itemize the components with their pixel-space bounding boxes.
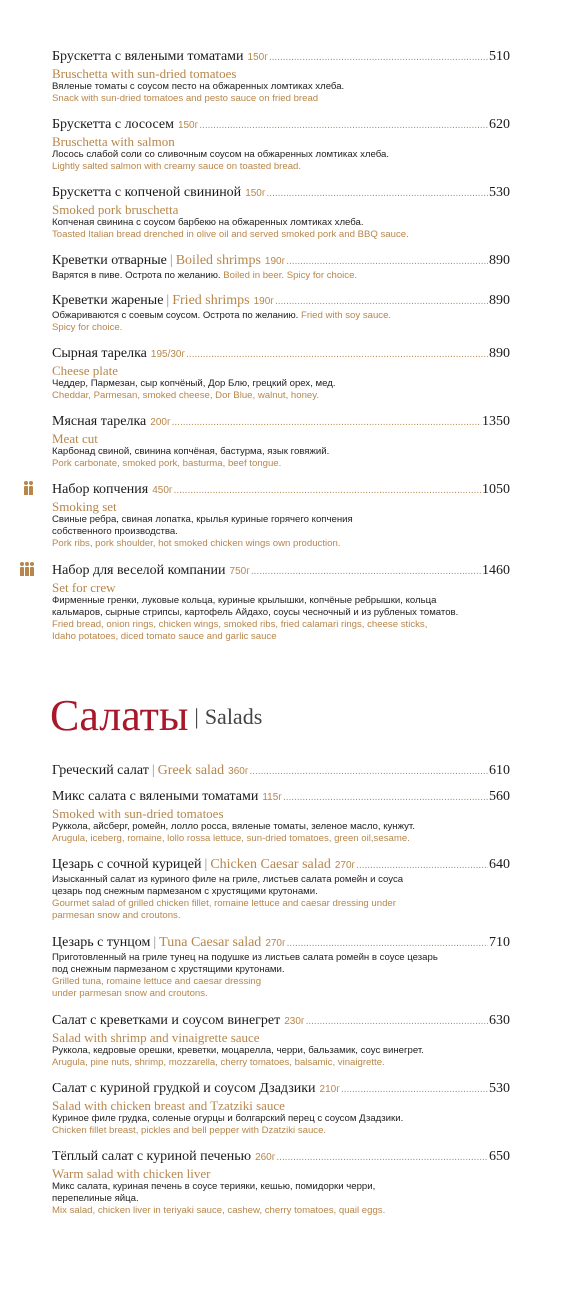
item-name: Брускетта с лососем <box>52 117 174 132</box>
item-en-title: Cheese plate <box>52 363 119 378</box>
item-desc-en: Arugula, pine nuts, shrimp, mozzarella, cherry tomatoes, balsamic, vinaigrette. <box>52 1057 385 1068</box>
item-price: 1350 <box>482 414 510 429</box>
item-desc-ru: Куриное филе грудка, соленые огурцы и болгарский перец с соусом Дзадзики. <box>52 1113 404 1124</box>
item-desc-ru: Чеддер, Пармезан, сыр копчёный, Дор Блю, грецкий орех, мед. <box>52 378 336 389</box>
item-desc-ru: Вяленые томаты с соусом песто на обжаренных ломтиках хлеба. <box>52 81 345 92</box>
item-name: Брускетта с копченой свининой <box>52 185 242 200</box>
item-price: 890 <box>489 293 510 308</box>
item-desc-en: Grilled tuna, romaine lettuce and caesar dressing <box>52 976 262 987</box>
item-weight: 260г <box>255 1152 276 1163</box>
item-price: 510 <box>489 49 510 64</box>
item-desc-en: Gourmet salad of grilled chicken fillet, romaine lettuce and caesar dressing under <box>52 898 396 909</box>
item-desc-ru: перепелиные яйца. <box>52 1193 139 1204</box>
menu-item: Цезарь с тунцом | Tuna Caesar salad 270г ..... 710 Приготовленный на гриле тунец на подушке из листьев салата ромейн в соусе цезарь под снежным пармезаном с хрустящими крутонами. Grilled tuna, romaine lettuce and caesar dressing under parmesan snow and croutons. <box>52 934 510 1000</box>
item-desc-en: Pork ribs, pork shoulder, hot smoked chicken wings own production. <box>52 538 341 549</box>
menu-item <box>52 1080 510 1137</box>
item-desc-ru: Карбонад свиной, свинина копчёная, бастурма, язык говяжий. <box>52 446 330 457</box>
menu-item: Цезарь с сочной курицей | Chicken Caesar salad 270г ..... 640 Изысканный салат из куриного филе на гриле, листьев салата ромейн и соуса цезарь под снежным пармезаном с хрустящими крутонами. Gourmet salad of grilled chicken fillet, romaine lettuce and caesar dressing under parmesan snow and croutons. <box>52 856 510 922</box>
item-weight: 150г <box>247 52 268 63</box>
menu-item <box>52 1012 510 1069</box>
item-price: 530 <box>489 185 510 200</box>
item-weight: 190г <box>253 296 274 307</box>
item-en-inline: Fried shrimps <box>172 293 250 308</box>
menu-item <box>52 48 510 105</box>
item-desc-ru: Фирменные гренки, луковые кольца, куриные крылышки, копчёные ребрышки, кольца <box>52 595 437 606</box>
item-en-title: Smoked with sun-dried tomatoes <box>52 806 224 821</box>
item-price: 640 <box>489 857 510 872</box>
item-weight: 115г <box>262 792 282 803</box>
item-price: 650 <box>489 1149 510 1164</box>
item-price: 710 <box>489 935 510 950</box>
item-name: Набор копчения <box>52 482 149 497</box>
menu-item: Греческий салат | Greek salad 360г ..... 610 <box>52 762 510 780</box>
item-desc-en: Chicken fillet breast, pickles and bell pepper with Dzatziki sauce. <box>52 1125 327 1136</box>
menu-item: Креветки жареные | Fried shrimps 190г ..... 890 Обжариваются с соевым соусом. Острота по желанию. Fried with soy sauce. Spicy for choice. <box>52 292 510 334</box>
item-name: Цезарь с тунцом <box>52 935 151 950</box>
menu-item <box>52 1148 510 1217</box>
item-name: Греческий салат <box>52 763 149 778</box>
item-desc-ru: Варятся в пиве. Острота по желанию. Boiled in beer. Spicy for choice. <box>52 270 358 281</box>
item-desc-en: Idaho potatoes, diced tomato sauce and garlic sauce <box>52 631 277 642</box>
item-price: 610 <box>489 763 510 778</box>
item-desc-ru: цезарь под снежным пармезаном с хрустящими крутонами. <box>52 886 318 897</box>
item-weight: 360г <box>228 766 249 777</box>
item-desc-en: under parmesan snow and croutons. <box>52 988 208 999</box>
item-desc-en: Snack with sun-dried tomatoes and pesto sauce on fried bread <box>52 93 319 104</box>
section-title: Салаты | Salads <box>50 691 263 740</box>
item-en-title: Bruschetta with salmon <box>52 134 175 149</box>
menu-item <box>52 184 510 241</box>
item-desc-en: Lightly salted salmon with creamy sauce on toasted bread. <box>52 161 302 172</box>
item-en-title: Warm salad with chicken liver <box>52 1166 211 1181</box>
item-weight: 195/30г <box>150 349 186 360</box>
item-en-inline: Boiled shrimps <box>175 253 261 268</box>
menu-item <box>52 116 510 173</box>
item-desc-en: Arugula, iceberg, romaine, lollo rossa lettuce, sun-dried tomatoes, green oil,sesame. <box>52 833 410 844</box>
item-name: Тёплый салат с куриной печенью <box>52 1149 252 1164</box>
item-desc-en: Toasted Italian bread drenched in olive oil and served smoked pork and BBQ sauce. <box>52 229 409 240</box>
item-weight: 750г <box>229 566 250 577</box>
section-title-en: Salads <box>204 704 263 729</box>
item-en-title: Set for crew <box>52 580 116 595</box>
item-desc-ru: Микс салата, куриная печень в соусе терияки, кешью, помидорки черри, <box>52 1181 376 1192</box>
item-weight: 200г <box>150 417 171 428</box>
item-price: 890 <box>489 346 510 361</box>
item-desc-ru: кальмаров, сырные стрипсы, картофель Айдахо, соусы чесночный и из рубленых томатов. <box>52 607 459 618</box>
item-weight: 190г <box>264 256 286 267</box>
item-desc-ru: собственного производства. <box>52 526 178 537</box>
item-desc-en: Spicy for choice. <box>52 322 123 333</box>
item-name: Сырная тарелка <box>52 346 147 361</box>
item-desc-ru: Свиные ребра, свиная лопатка, крылья куриные горячего копчения <box>52 514 353 525</box>
section-title-ru: Салаты <box>50 691 189 740</box>
item-weight: 270г <box>265 938 286 949</box>
item-weight: 230г <box>284 1016 305 1027</box>
item-desc-ru: Копченая свинина с соусом барбекю на обжаренных ломтиках хлеба. <box>52 217 364 228</box>
item-desc-ru: Изысканный салат из куриного филе на гриле, листьев салата ромейн и соуса <box>52 874 404 885</box>
item-name: Салат с куриной грудкой и соусом Дзадзики <box>52 1081 316 1096</box>
item-en-title: Salad with chicken breast and Tzatziki sauce <box>52 1098 285 1113</box>
item-en-title: Bruschetta with sun-dried tomatoes <box>52 66 237 81</box>
item-name: Набор для веселой компании <box>52 563 226 578</box>
item-name: Салат с креветками и соусом винегрет <box>52 1013 281 1028</box>
item-price: 560 <box>489 789 510 804</box>
item-name: Мясная тарелка <box>52 414 147 429</box>
menu-item <box>52 562 510 643</box>
item-desc-en: parmesan snow and croutons. <box>52 910 181 921</box>
menu-item <box>52 481 510 550</box>
menu-item: Креветки отварные | Boiled shrimps 190г ..... 890 Варятся в пиве. Острота по желанию. Boiled in beer. Spicy for choice. <box>52 252 510 282</box>
item-en-title: Smoking set <box>52 499 117 514</box>
item-name: Цезарь с сочной курицей <box>52 857 202 872</box>
menu-item <box>52 788 510 845</box>
item-en-title: Meat cut <box>52 431 98 446</box>
item-weight: 150г <box>245 188 266 199</box>
item-name: Креветки жареные <box>52 293 164 308</box>
item-desc-en: Cheddar, Parmesan, smoked cheese, Dor Blue, walnut, honey. <box>52 390 319 401</box>
menu-item <box>52 413 510 470</box>
item-desc-ru: Обжариваются с соевым соусом. Острота по желанию. Fried with soy sauce. <box>52 310 392 321</box>
item-desc-ru: Руккола, айсберг, ромейн, лолло росса, вяленые томаты, зеленое масло, кунжут. <box>52 821 415 832</box>
item-en-inline: Greek salad <box>157 763 225 778</box>
menu-item <box>52 345 510 402</box>
item-en-title: Salad with shrimp and vinaigrette sauce <box>52 1030 260 1045</box>
item-price: 620 <box>489 117 510 132</box>
item-desc-ru: под снежным пармезаном с хрустящими крутонами. <box>52 964 285 975</box>
item-weight: 150г <box>177 120 199 131</box>
item-desc-ru: Лосось слабой соли со сливочным соусом на обжаренных ломтиках хлеба. <box>52 149 390 160</box>
item-desc-ru: Приготовленный на гриле тунец на подушке из листьев салата ромейн в соусе цезарь <box>52 952 438 963</box>
three-persons-icon <box>20 562 34 576</box>
item-desc-en: Fried bread, onion rings, chicken wings, smoked ribs, fried calamari rings, cheese sticks, <box>52 619 428 630</box>
item-price: 530 <box>489 1081 510 1096</box>
item-name: Брускетта с вялеными томатами <box>52 49 244 64</box>
item-price: 630 <box>489 1013 510 1028</box>
item-name: Креветки отварные <box>52 253 167 268</box>
item-desc-ru: Руккола, кедровые орешки, креветки, моцарелла, черри, бальзамик, соус винегрет. <box>52 1045 424 1056</box>
item-price: 890 <box>489 253 510 268</box>
item-weight: 450г <box>152 485 173 496</box>
item-price: 1460 <box>482 563 510 578</box>
item-en-inline: Chicken Caesar salad <box>210 857 331 872</box>
item-weight: 270г <box>334 860 356 871</box>
item-name: Микс салата с вялеными томатами <box>52 789 259 804</box>
item-weight: 210г <box>319 1084 340 1095</box>
item-desc-en: Mix salad, chicken liver in teriyaki sauce, cashew, cherry tomatoes, quail eggs. <box>52 1205 386 1216</box>
item-en-title: Smoked pork bruschetta <box>52 202 179 217</box>
two-persons-icon <box>24 481 33 495</box>
item-en-inline: Tuna Caesar salad <box>159 935 262 950</box>
item-price: 1050 <box>482 482 510 497</box>
item-desc-en: Pork carbonate, smoked pork, basturma, beef tongue. <box>52 458 282 469</box>
